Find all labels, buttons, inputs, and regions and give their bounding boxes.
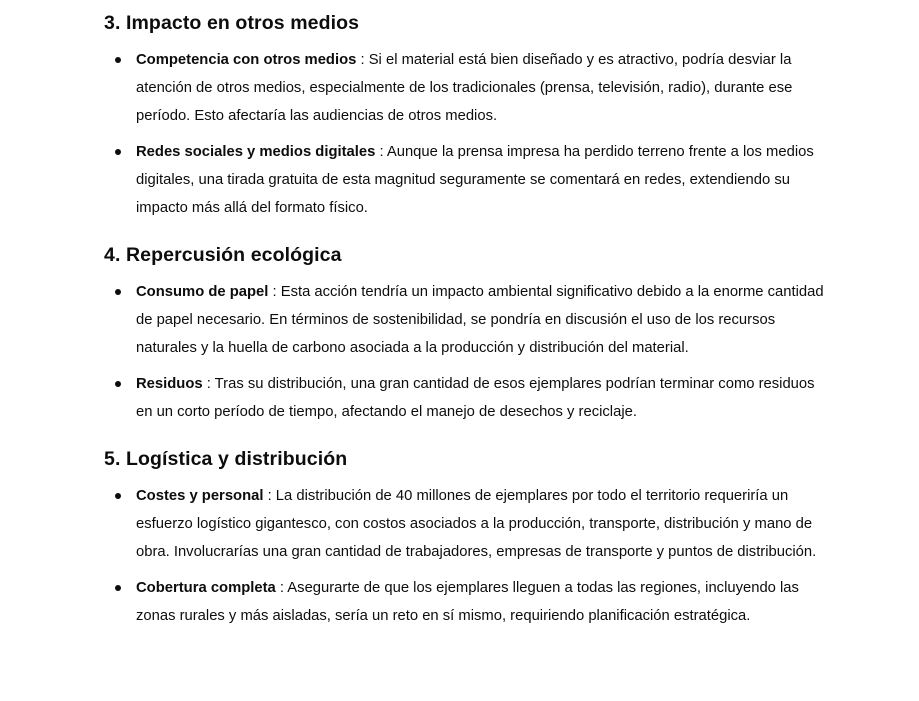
section-heading: 4. Repercusión ecológica [104, 244, 342, 266]
bullet-list [104, 46, 824, 222]
section-heading: 5. Logística y distribución [104, 448, 348, 470]
list-item [104, 482, 824, 566]
list-item [104, 278, 824, 362]
bullet-text: : La distribución de 40 millones de ejemplares por todo el territorio requeriría un esfuerzo logístico gigantesco, con costos asociados a la producción, transporte, distribución y mano de obra. Involucrarías una gran cantidad de trabajadores, empresas de transporte y puntos de distribución. [136, 488, 817, 560]
document-content [104, 8, 824, 630]
bullet-text: : Si el material está bien diseñado y es atractivo, podría desviar la atención de otros medios, especialmente de los tradicionales (prensa, televisión, radio), durante ese período. Esto afectaría las audiencias de otros medios. [136, 52, 793, 124]
bullet-term: Residuos [136, 376, 203, 392]
bullet-term: Redes sociales y medios digitales [136, 144, 376, 160]
bullet-list [104, 482, 824, 630]
list-item [104, 138, 824, 222]
bullet-text: : Tras su distribución, una gran cantidad de esos ejemplares podrían terminar como residuos en un corto período de tiempo, afectando el manejo de desechos y reciclaje. [136, 376, 815, 420]
section-repercusion-ecologica [104, 240, 824, 426]
bullet-term: Cobertura completa [136, 580, 276, 596]
section-heading: 3. Impacto en otros medios [104, 12, 360, 34]
list-item [104, 574, 824, 630]
bullet-text: : Esta acción tendría un impacto ambiental significativo debido a la enorme cantidad de papel necesario. En términos de sostenibilidad, se pondría en discusión el uso de los recursos naturales y la huella de carbono asociada a la producción y distribución del material. [136, 284, 824, 356]
section-impacto-otros-medios [104, 8, 824, 222]
bullet-term: Costes y personal [136, 488, 264, 504]
bullet-term: Competencia con otros medios [136, 52, 357, 68]
bullet-text: : Asegurarte de que los ejemplares lleguen a todas las regiones, incluyendo las zonas rurales y más aisladas, sería un reto en sí mismo, requiriendo planificación estratégica. [136, 580, 799, 624]
section-logistica-distribucion [104, 444, 824, 630]
list-item [104, 370, 824, 426]
bullet-term: Consumo de papel [136, 284, 269, 300]
bullet-text: : Aunque la prensa impresa ha perdido terreno frente a los medios digitales, una tirada gratuita de esta magnitud seguramente se comentará en redes, extendiendo su impacto más allá del formato físico. [136, 144, 814, 216]
bullet-list [104, 278, 824, 426]
list-item [104, 46, 824, 130]
